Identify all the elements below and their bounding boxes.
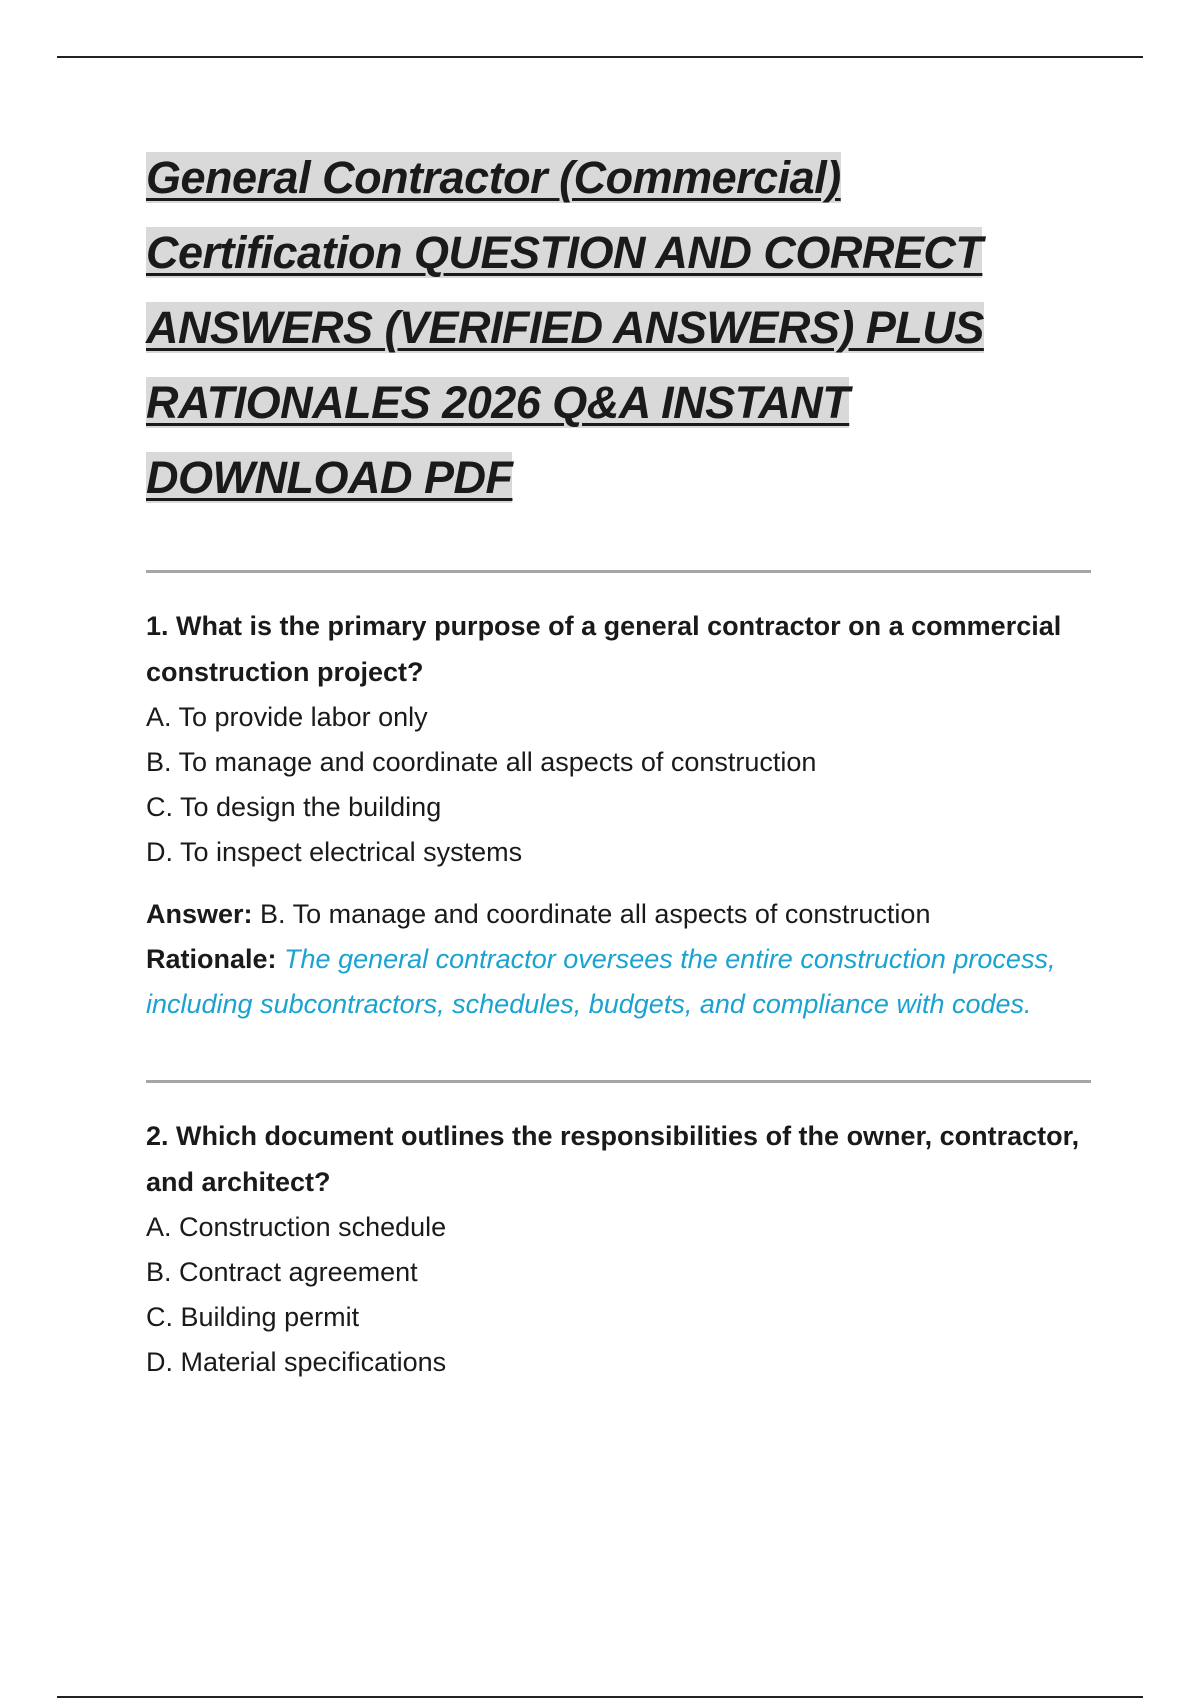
option-c: C. To design the building [146, 792, 442, 822]
answer-line [146, 891, 1091, 937]
answer-value: B. To manage and coordinate all aspects of construction [260, 899, 931, 929]
section-divider [146, 1080, 1091, 1083]
document-body [146, 140, 1091, 1385]
option-a: A. To provide labor only [146, 702, 428, 732]
option-a: A. Construction schedule [146, 1212, 447, 1242]
question-block-1 [146, 603, 1091, 1027]
answer-options [146, 1205, 1091, 1385]
section-divider [146, 570, 1091, 573]
option-b: B. Contract agreement [146, 1257, 418, 1287]
question-text: 2. Which document outlines the responsibilities of the owner, contractor, and architect? [146, 1121, 1080, 1197]
question-block-2 [146, 1113, 1091, 1385]
rationale-line [146, 937, 1091, 1027]
page-bottom-rule [57, 1696, 1143, 1698]
option-d: D. To inspect electrical systems [146, 837, 523, 867]
option-b: B. To manage and coordinate all aspects of construction [146, 747, 817, 777]
rationale-text: The general contractor oversees the entire construction process, including subcontractors, schedules, budgets, and compliance with codes. [146, 944, 1056, 1019]
document-title [146, 140, 1091, 515]
page-top-rule [57, 56, 1143, 58]
document-title-text: General Contractor (Commercial) Certification QUESTION AND CORRECT ANSWERS (VERIFIED ANSWERS) PLUS RATIONALES 2026 Q&A INSTANT DOWNLOAD PDF [146, 152, 984, 503]
rationale-label: Rationale: [146, 944, 277, 974]
question-text: 1. What is the primary purpose of a general contractor on a commercial construction project? [146, 611, 1062, 687]
answer-options [146, 695, 1091, 875]
option-d: D. Material specifications [146, 1347, 447, 1377]
option-c: C. Building permit [146, 1302, 360, 1332]
answer-label: Answer: [146, 899, 253, 929]
